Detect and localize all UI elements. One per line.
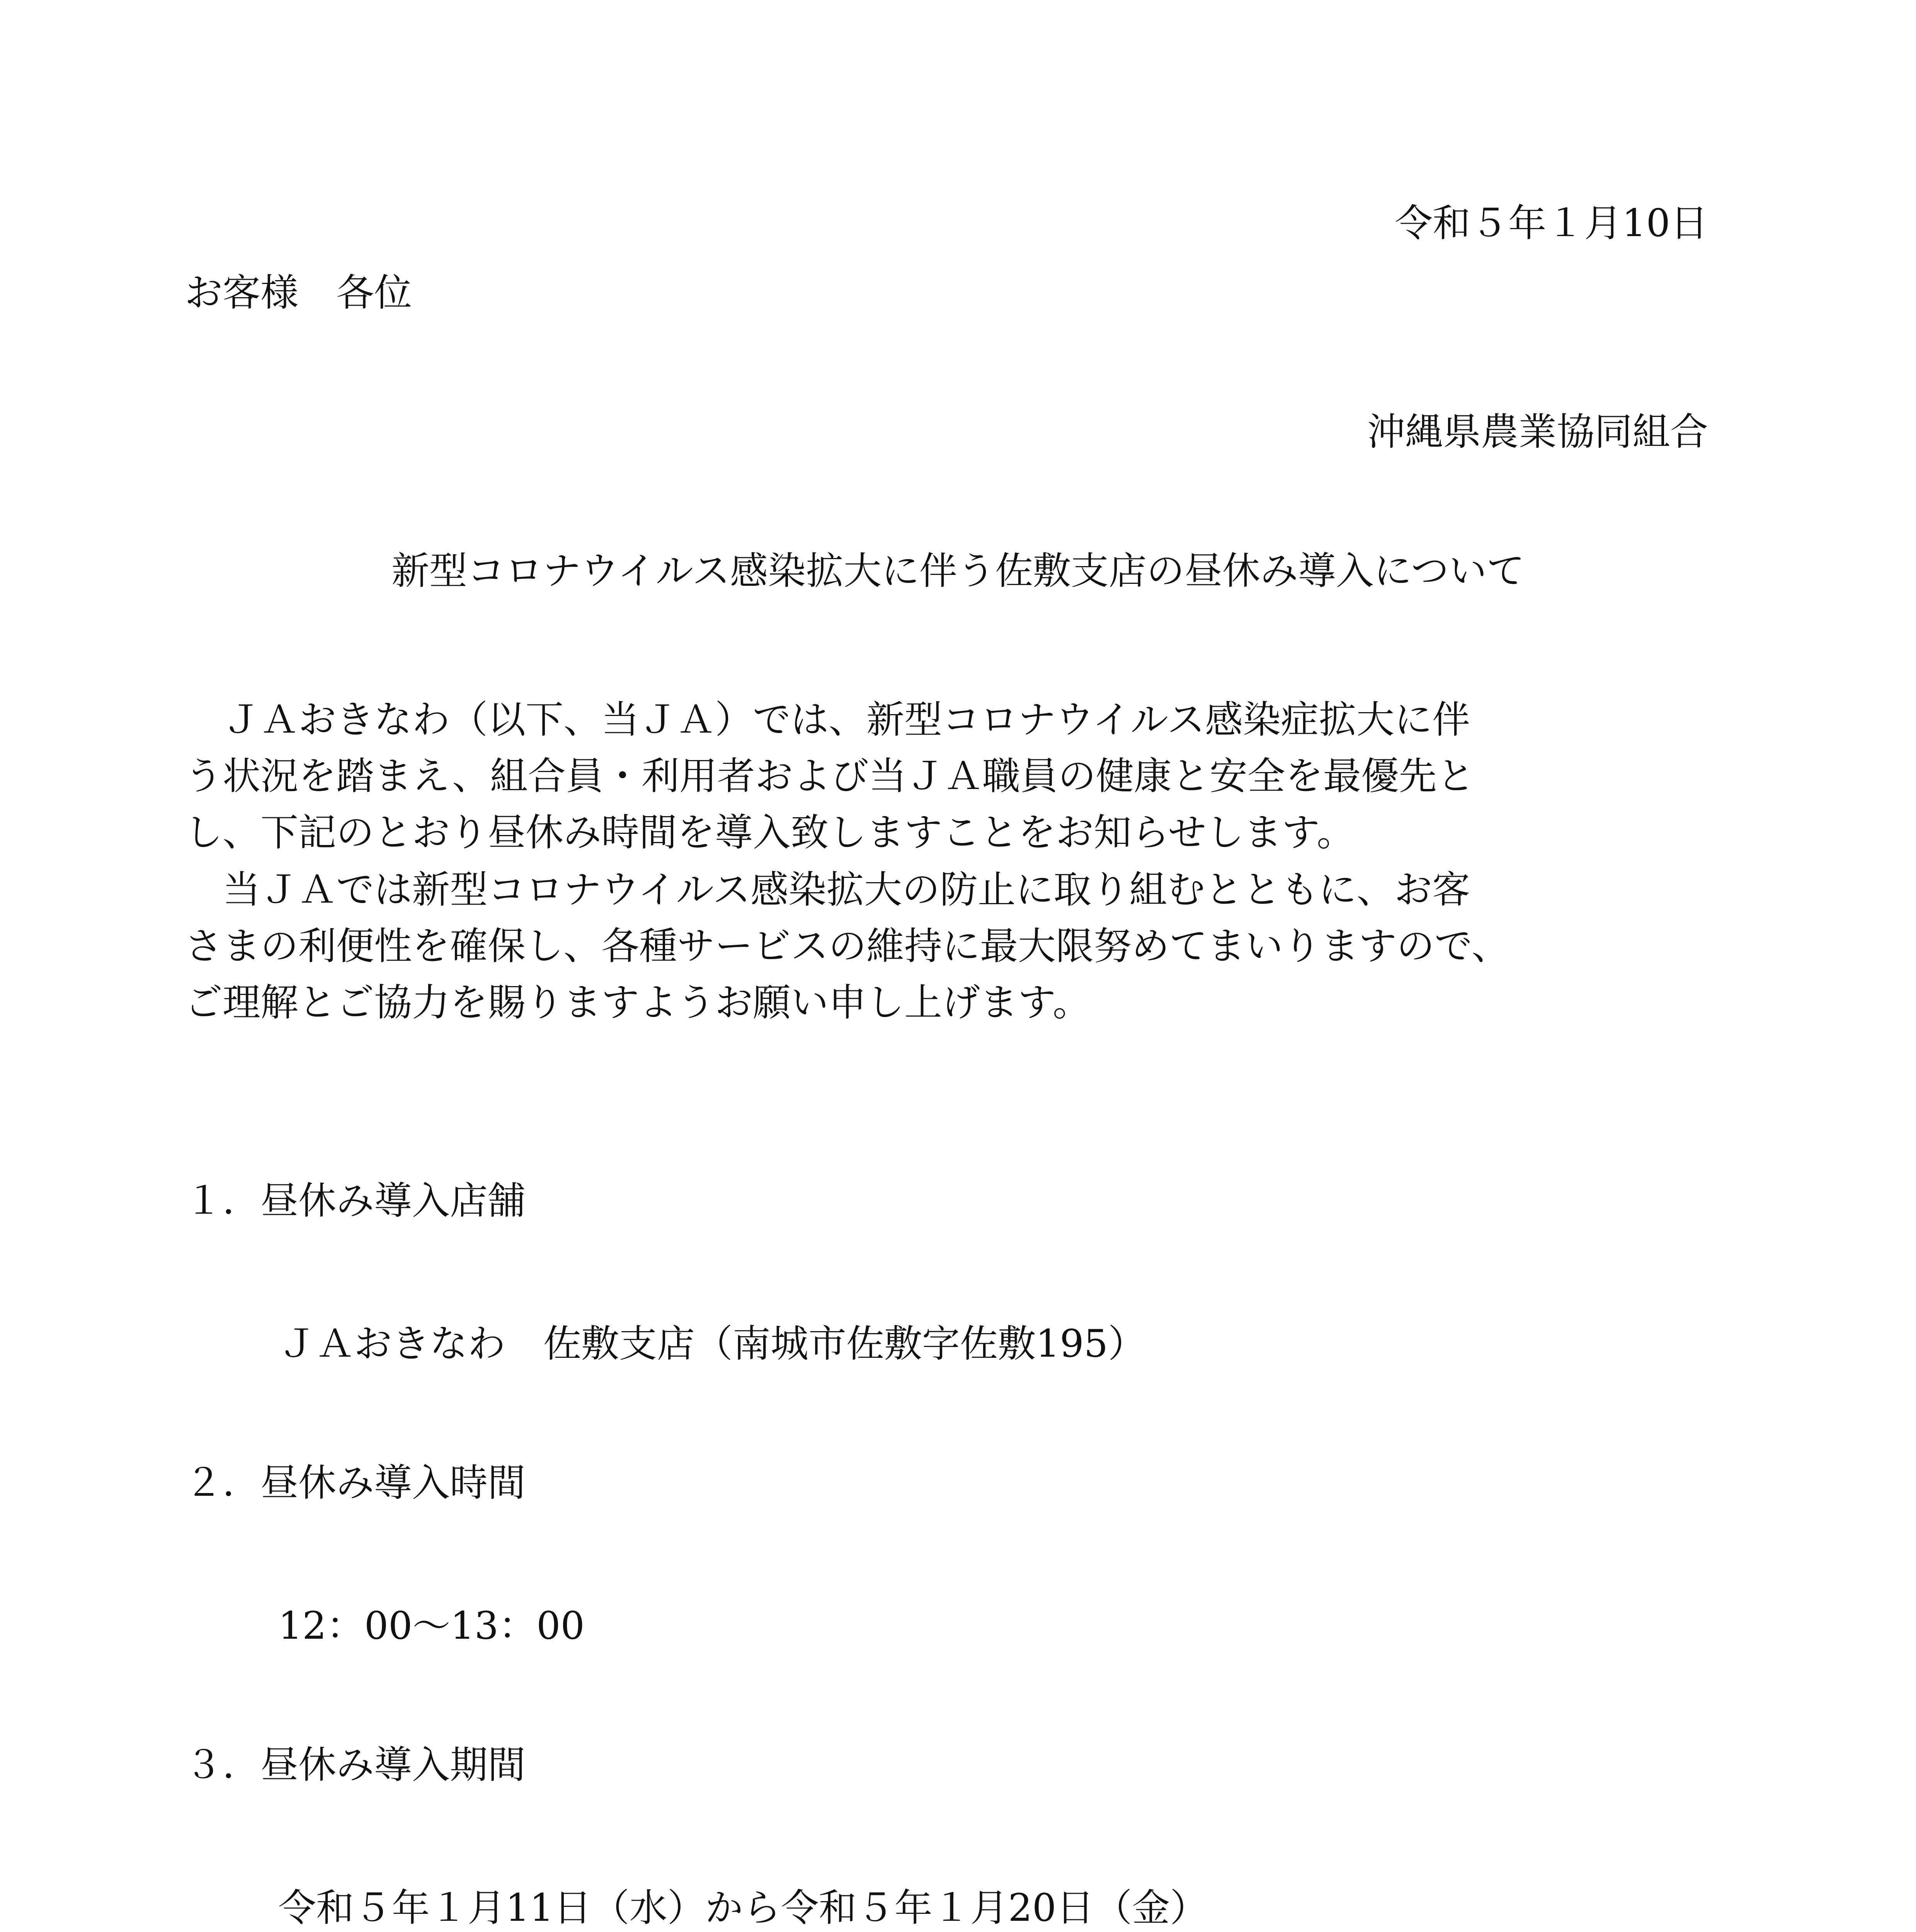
paragraph-line: ご理解とご協力を賜りますようお願い申し上げます。 [185, 981, 1091, 1025]
section-heading-branch: １．昼休み導入店舗 [185, 1179, 526, 1223]
section-value-branch: ＪＡおきなわ 佐敷支店（南城市佐敷字佐敷195） [278, 1322, 1146, 1366]
document-date: 令和５年１月10日 [1395, 201, 1708, 245]
paragraph-line: 当ＪＡでは新型コロナウイルス感染拡大の防止に取り組むとともに、お客 [185, 868, 1470, 912]
section-heading-time: ２．昼休み導入時間 [185, 1461, 526, 1505]
sender-organization: 沖縄県農業協同組合 [1367, 410, 1708, 454]
paragraph-intro [185, 692, 1738, 861]
paragraph-line: う状況を踏まえ、組合員・利用者および当ＪＡ職員の健康と安全を最優先と [185, 754, 1475, 798]
section-value-period: 令和５年１月11日（水）から令和５年１月20日（金） [278, 1886, 1208, 1930]
paragraph-line: ＪＡおきなわ（以下、当ＪＡ）では、新型コロナウイルス感染症拡大に伴 [185, 698, 1470, 742]
addressee: お客様 各位 [185, 271, 412, 315]
section-heading-period: ３．昼休み導入期間 [185, 1743, 526, 1787]
paragraph-line: し、下記のとおり昼休み時間を導入致しますことをお知らせします。 [185, 811, 1355, 855]
paragraph-commitment [185, 862, 1738, 1031]
document-title: 新型コロナウイルス感染拡大に伴う佐敷支店の昼休み導入について [391, 549, 1525, 593]
section-value-time: 12：00～13：00 [278, 1604, 585, 1648]
paragraph-line: さまの利便性を確保し、各種サービスの維持に最大限努めてまいりますので、 [185, 924, 1510, 968]
